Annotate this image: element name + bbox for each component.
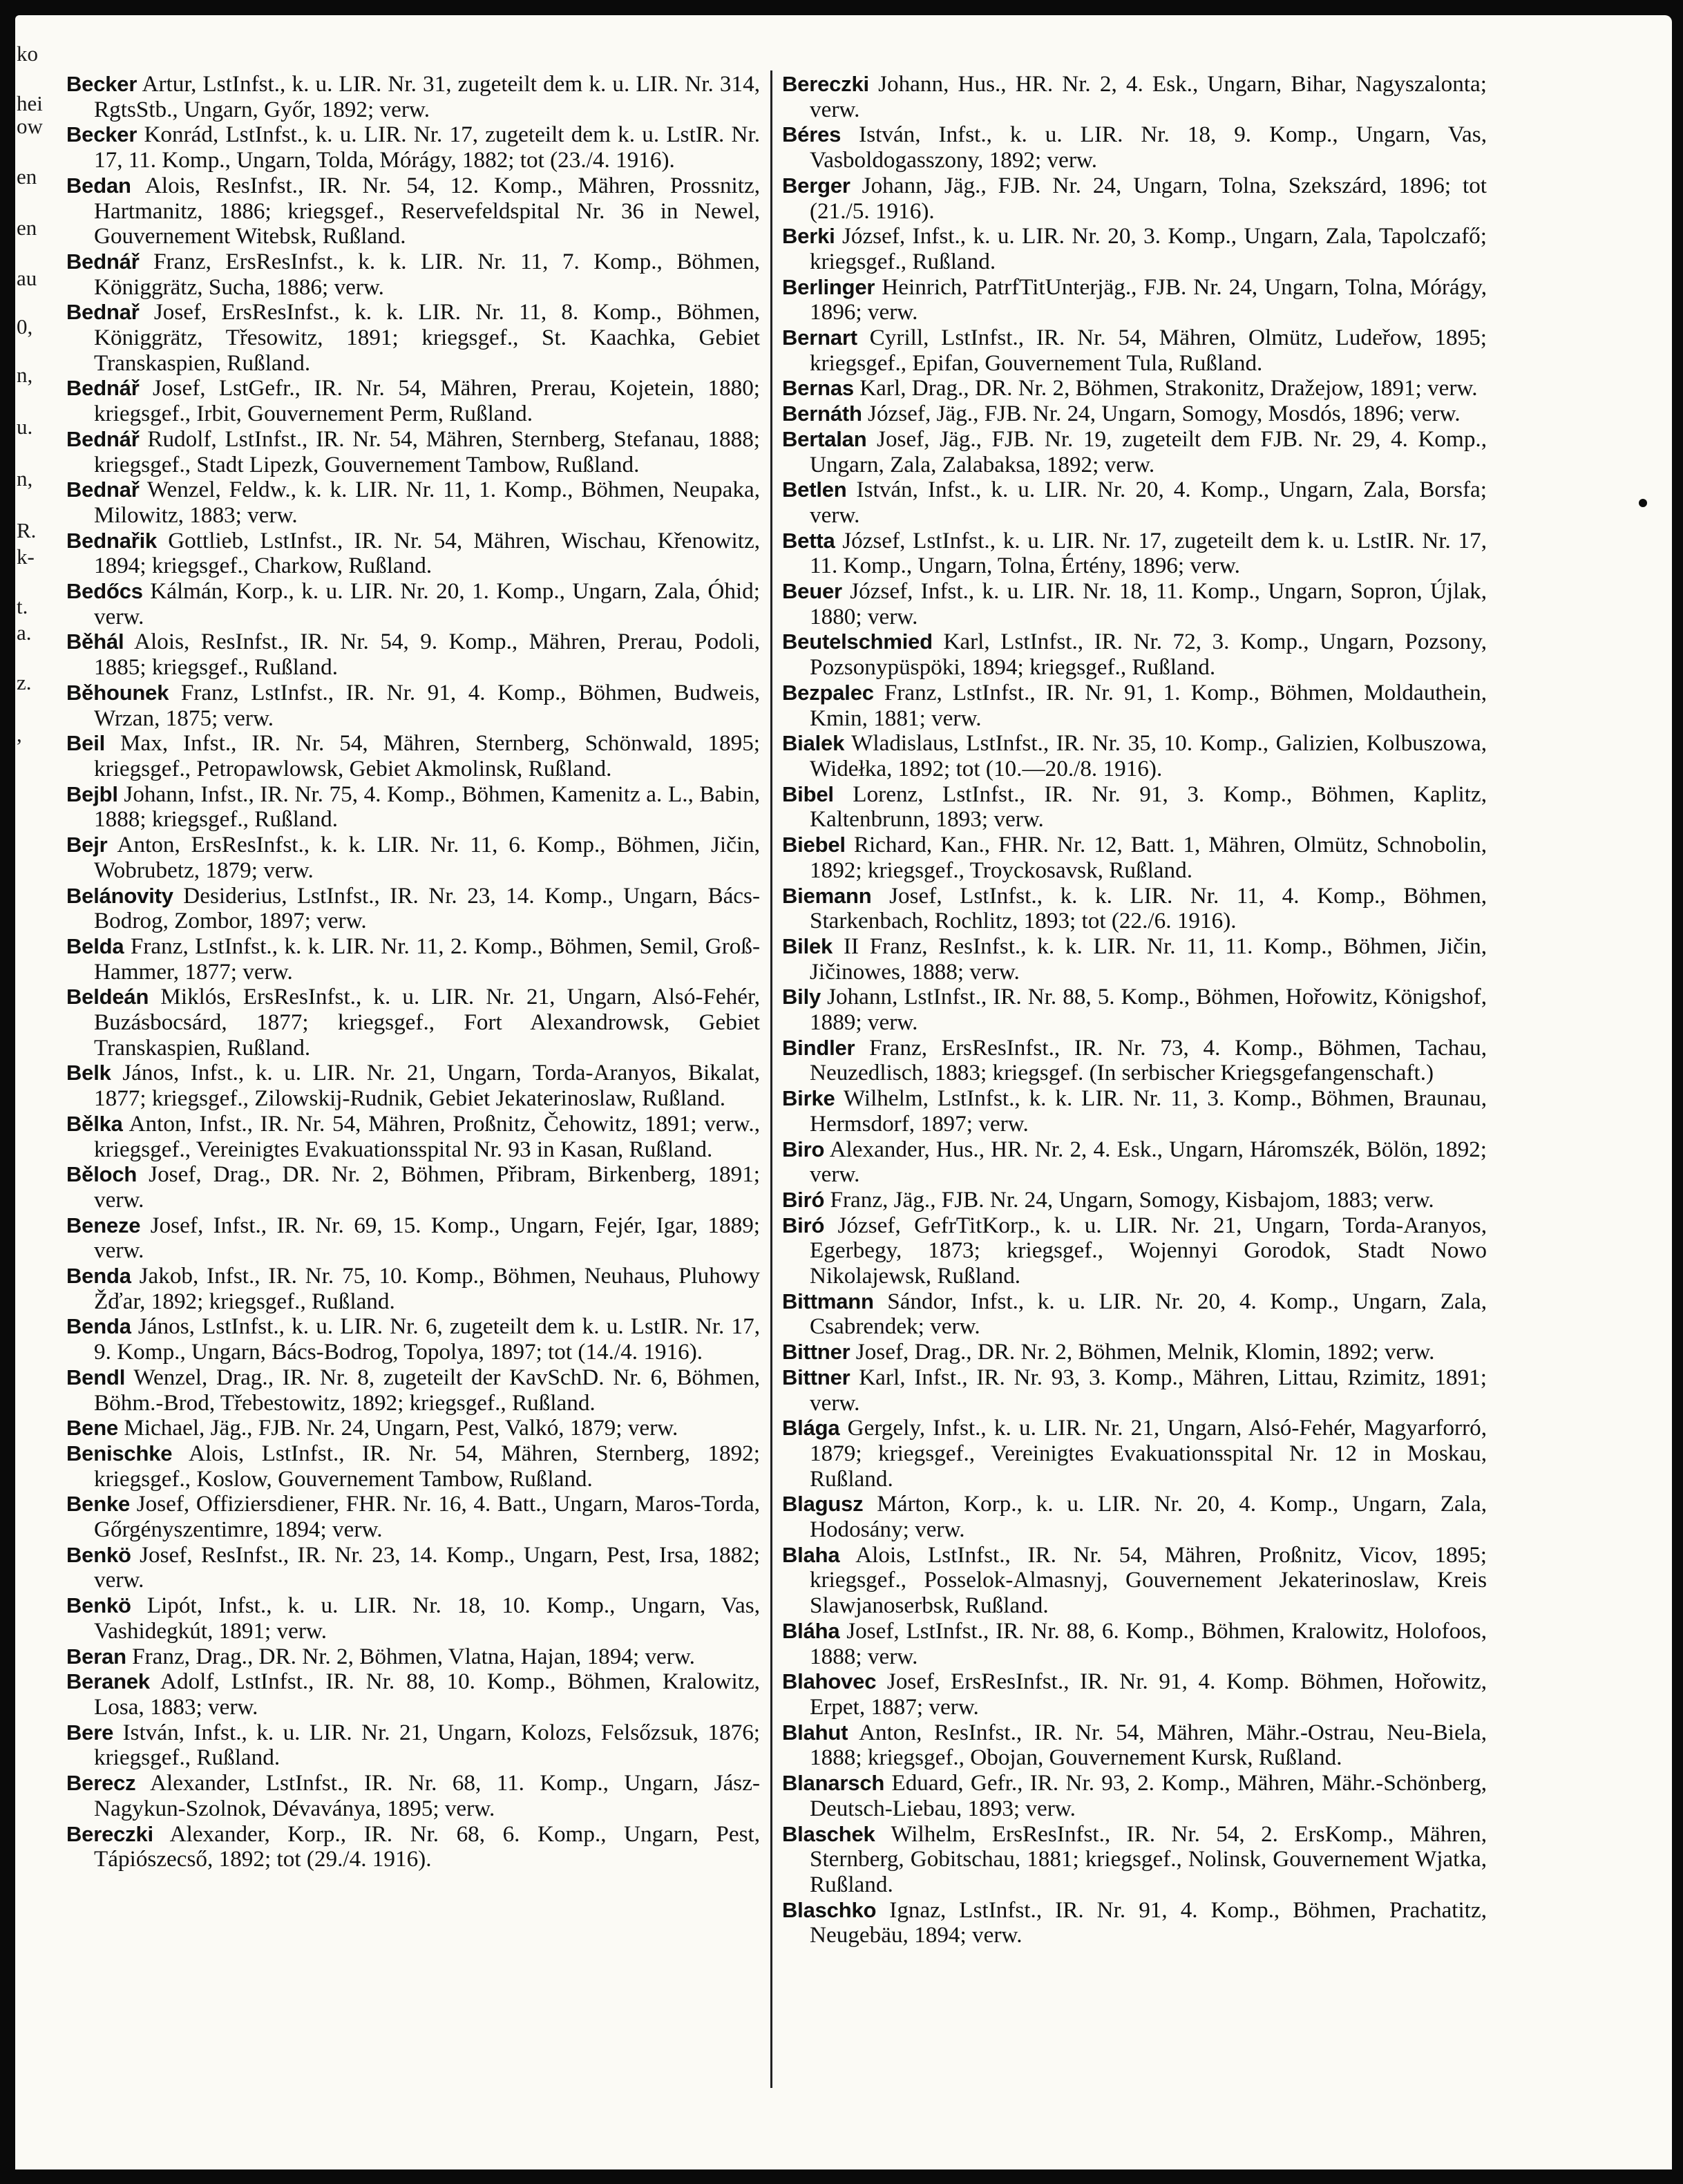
entry-surname: Bere bbox=[66, 1720, 114, 1745]
list-entry bbox=[66, 782, 760, 833]
entry-surname: Běhál bbox=[66, 629, 124, 654]
entry-details: Franz, LstInfst., IR. Nr. 91, 1. Komp., Böhmen, Moldauthein, Kmin, 1881; verw. bbox=[810, 679, 1487, 731]
list-entry bbox=[66, 249, 760, 300]
entry-details: Wilhelm, ErsResInfst., IR. Nr. 54, 2. ErsKomp., Mähren, Sternberg, Gobitschau, 1881; kriegsgef., Nolinsk, Gouvernement Wjatka, Rußland. bbox=[810, 1821, 1487, 1897]
entry-surname: Bialek bbox=[782, 731, 845, 756]
entry-details: István, Infst., k. u. LIR. Nr. 21, Ungarn, Kolozs, Felsőzsuk, 1876; kriegsgef., Rußland. bbox=[94, 1719, 761, 1771]
entry-surname: Bednář bbox=[66, 426, 140, 451]
entry-details: János, Infst., k. u. LIR. Nr. 21, Ungarn, Torda-Aranyos, Bikalat, 1877; kriegsgef., Zilowskij-Rudnik, Gebiet Jekaterinoslaw, Rußland. bbox=[94, 1060, 761, 1112]
entry-surname: Bereczki bbox=[66, 1821, 153, 1846]
margin-fragment: au bbox=[17, 266, 37, 290]
entry-details: Anton, Infst., IR. Nr. 54, Mähren, Proßnitz, Čehowitz, 1891; verw., kriegsgef., Vereinigtes Evakuationsspital Nr. 93 in Kasan, Rußland. bbox=[94, 1110, 760, 1162]
entry-surname: Bilek bbox=[782, 933, 833, 958]
list-entry bbox=[782, 1213, 1487, 1289]
entry-surname: Becker bbox=[66, 122, 137, 147]
list-entry bbox=[66, 1162, 760, 1213]
margin-fragment: en bbox=[17, 216, 37, 240]
entry-surname: Beuer bbox=[782, 579, 842, 604]
entry-details: József, Infst., k. u. LIR. Nr. 20, 3. Komp., Ungarn, Zala, Tapolczafő; kriegsgef., Rußland. bbox=[810, 223, 1487, 274]
entry-surname: Bezpalec bbox=[782, 680, 874, 705]
entry-surname: Bednař bbox=[66, 300, 140, 325]
entry-details: Márton, Korp., k. u. LIR. Nr. 20, 4. Komp., Ungarn, Zala, Hodosány; verw. bbox=[810, 1491, 1487, 1543]
list-entry bbox=[782, 681, 1487, 731]
entry-details: Anton, ErsResInfst., k. k. LIR. Nr. 11, 6. Komp., Böhmen, Jičin, Wobrubetz, 1879; verw. bbox=[94, 832, 760, 883]
entry-surname: Berlinger bbox=[782, 274, 875, 299]
entry-details: Josef, Jäg., FJB. Nr. 19, zugeteilt dem FJB. Nr. 29, 4. Komp., Ungarn, Zala, Zalabaksa, 1892; verw. bbox=[810, 426, 1487, 477]
entry-surname: Blaha bbox=[782, 1542, 840, 1567]
list-entry bbox=[782, 731, 1487, 781]
list-entry bbox=[782, 1289, 1487, 1340]
list-entry bbox=[782, 629, 1487, 680]
list-entry bbox=[66, 985, 760, 1061]
entry-details: Kálmán, Korp., k. u. LIR. Nr. 20, 1. Komp., Ungarn, Zala, Óhid; verw. bbox=[94, 578, 760, 629]
entry-surname: Beneze bbox=[66, 1213, 141, 1237]
list-entry bbox=[782, 579, 1487, 629]
entry-details: Eduard, Gefr., IR. Nr. 93, 2. Komp., Mähren, Mähr.-Schönberg, Deutsch-Liebau, 1893; verw. bbox=[810, 1770, 1487, 1821]
margin-fragment: z. bbox=[17, 670, 32, 694]
entry-surname: Benda bbox=[66, 1314, 131, 1339]
entry-details: Josef, ErsResInfst., IR. Nr. 91, 4. Komp. Böhmen, Hořowitz, Erpet, 1887; verw. bbox=[810, 1669, 1487, 1720]
entry-surname: Biró bbox=[782, 1213, 825, 1237]
entry-details: Richard, Kan., FHR. Nr. 12, Batt. 1, Mähren, Olmütz, Schnobolin, 1892; kriegsgef., Troyckosavsk, Rußland. bbox=[810, 832, 1487, 883]
entry-surname: Bejbl bbox=[66, 781, 118, 806]
entry-surname: Bednář bbox=[66, 376, 140, 401]
list-entry bbox=[66, 629, 760, 680]
entry-details: Josef, Infst., IR. Nr. 69, 15. Komp., Ungarn, Fejér, Igar, 1889; verw. bbox=[94, 1212, 761, 1264]
margin-fragment: t. bbox=[17, 594, 28, 618]
entry-details: Franz, LstInfst., k. k. LIR. Nr. 11, 2. Komp., Böhmen, Semil, Groß-Hammer, 1877; verw. bbox=[94, 933, 760, 985]
list-entry bbox=[782, 1137, 1487, 1188]
entry-details: Adolf, LstInfst., IR. Nr. 88, 10. Komp., Böhmen, Kralowitz, Losa, 1883; verw. bbox=[94, 1669, 760, 1720]
list-entry bbox=[66, 1416, 760, 1441]
entry-surname: Bedan bbox=[66, 173, 131, 198]
list-entry bbox=[782, 401, 1487, 427]
entry-details: Wenzel, Drag., IR. Nr. 8, zugeteilt der KavSchD. Nr. 6, Böhmen, Böhm.-Brod, Třebestowitz, 1892; kriegsgef., Rußland. bbox=[94, 1364, 760, 1416]
entry-details: Alexander, LstInfst., IR. Nr. 68, 11. Komp., Ungarn, Jász-Nagykun-Szolnok, Dévaványa, 1895; verw. bbox=[94, 1770, 761, 1821]
entry-details: Michael, Jäg., FJB. Nr. 24, Ungarn, Pest, Valkó, 1879; verw. bbox=[124, 1415, 678, 1441]
margin-fragment: 0, bbox=[17, 314, 33, 339]
entry-surname: Blahut bbox=[782, 1720, 848, 1745]
list-entry bbox=[66, 1112, 760, 1162]
entry-surname: Bendl bbox=[66, 1365, 126, 1389]
right-column bbox=[782, 72, 1487, 1948]
entry-details: József, GefrTitKorp., k. u. LIR. Nr. 21, Ungarn, Torda-Aranyos, Egerbegy, 1873; kriegsgef., Wojennyi Gorodok, Stadt Nowo Nikolajewsk, Rußland. bbox=[810, 1212, 1487, 1289]
entry-details: Artur, LstInfst., k. u. LIR. Nr. 31, zugeteilt dem k. u. LIR. Nr. 314, RgtsStb., Ungarn, Győr, 1892; verw. bbox=[94, 71, 760, 122]
entry-surname: Bittner bbox=[782, 1340, 850, 1365]
entry-details: Wenzel, Feldw., k. k. LIR. Nr. 11, 1. Komp., Böhmen, Neupaka, Milowitz, 1883; verw. bbox=[94, 477, 760, 528]
list-entry bbox=[66, 1822, 760, 1872]
list-entry bbox=[66, 376, 760, 426]
list-entry bbox=[782, 72, 1487, 122]
list-entry bbox=[66, 1264, 760, 1314]
entry-surname: Bernáth bbox=[782, 401, 862, 426]
entry-details: II Franz, ResInfst., k. k. LIR. Nr. 11, 11. Komp., Böhmen, Jičin, Jičinowes, 1888; verw. bbox=[810, 933, 1487, 985]
list-entry bbox=[66, 681, 760, 731]
entry-surname: Blaschek bbox=[782, 1821, 875, 1846]
entry-surname: Benkö bbox=[66, 1593, 131, 1618]
entry-surname: Beutelschmied bbox=[782, 629, 933, 654]
list-entry bbox=[66, 1771, 760, 1821]
entry-surname: Blagusz bbox=[782, 1492, 864, 1517]
entry-details: Alois, ResInfst., IR. Nr. 54, 12. Komp., Mähren, Prossnitz, Hartmanitz, 1886; kriegsgef., Reservefeldspital Nr. 36 in Newel, Gouvernement Witebsk, Rußland. bbox=[94, 172, 761, 249]
entry-details: Josef, LstGefr., IR. Nr. 54, Mähren, Prerau, Kojetein, 1880; kriegsgef., Irbit, Gouvernement Perm, Rußland. bbox=[94, 375, 761, 427]
entry-surname: Beil bbox=[66, 731, 106, 756]
list-entry bbox=[782, 1619, 1487, 1669]
entry-details: Josef, ErsResInfst., k. k. LIR. Nr. 11, 8. Komp., Böhmen, Königgrätz, Třesowitz, 1891; kriegsgef., St. Kaachka, Gebiet Transkaspien, Rußland. bbox=[94, 299, 761, 376]
entry-surname: Běhounek bbox=[66, 680, 169, 705]
list-entry bbox=[66, 1441, 760, 1492]
entry-surname: Beldeán bbox=[66, 985, 149, 1009]
entry-details: József, Infst., k. u. LIR. Nr. 18, 11. Komp., Ungarn, Sopron, Újlak, 1880; verw. bbox=[810, 578, 1487, 629]
entry-details: József, LstInfst., k. u. LIR. Nr. 17, zugeteilt dem k. u. LstIR. Nr. 17, 11. Komp., Ungarn, Tolna, Értény, 1896; verw. bbox=[810, 527, 1487, 579]
list-entry bbox=[66, 1720, 760, 1771]
list-entry bbox=[782, 985, 1487, 1035]
entry-details: Franz, ErsResInfst., IR. Nr. 73, 4. Komp., Böhmen, Tachau, Neuzedlisch, 1883; kriegsgef. (In serbischer Kriegsgefangenschaft.) bbox=[810, 1034, 1487, 1086]
entry-details: Jakob, Infst., IR. Nr. 75, 10. Komp., Böhmen, Neuhaus, Pluhowy Žďar, 1892; kriegsgef., Rußland. bbox=[94, 1263, 760, 1314]
entry-surname: Bednář bbox=[66, 249, 140, 274]
entry-details: Gottlieb, LstInfst., IR. Nr. 54, Mähren, Wischau, Křenowitz, 1894; kriegsgef., Charkow, Rußland. bbox=[94, 527, 760, 579]
entry-surname: Benda bbox=[66, 1264, 131, 1289]
list-entry bbox=[782, 173, 1487, 224]
entry-details: Franz, ErsResInfst., k. k. LIR. Nr. 11, 7. Komp., Böhmen, Königgrätz, Sucha, 1886; verw. bbox=[94, 248, 761, 300]
margin-fragment: n, bbox=[17, 363, 33, 387]
entry-details: Franz, LstInfst., IR. Nr. 91, 4. Komp., Böhmen, Budweis, Wrzan, 1875; verw. bbox=[94, 679, 760, 731]
entry-details: Karl, LstInfst., IR. Nr. 72, 3. Komp., Ungarn, Pozsony, Pozsonypüspöki, 1894; kriegsgef., Rußland. bbox=[810, 629, 1487, 681]
list-entry bbox=[782, 376, 1487, 401]
margin-fragment: ko bbox=[17, 41, 38, 66]
list-entry bbox=[66, 1543, 760, 1593]
entry-surname: Belda bbox=[66, 933, 124, 958]
entry-surname: Bertalan bbox=[782, 426, 867, 451]
entry-surname: Betlen bbox=[782, 477, 847, 502]
entry-surname: Bittmann bbox=[782, 1289, 874, 1313]
list-entry bbox=[782, 325, 1487, 376]
list-entry bbox=[66, 1593, 760, 1644]
entry-surname: Belánovity bbox=[66, 883, 173, 908]
entry-surname: Birke bbox=[782, 1086, 835, 1111]
entry-surname: Bibel bbox=[782, 781, 834, 806]
entry-details: István, Infst., k. u. LIR. Nr. 18, 9. Komp., Ungarn, Vas, Vasboldogasszony, 1892; verw. bbox=[810, 122, 1487, 173]
entry-surname: Biemann bbox=[782, 883, 872, 908]
entry-surname: Bittner bbox=[782, 1365, 850, 1389]
list-entry bbox=[782, 1492, 1487, 1542]
entry-details: Johann, Infst., IR. Nr. 75, 4. Komp., Böhmen, Kamenitz a. L., Babin, 1888; kriegsgef., Rußland. bbox=[94, 781, 760, 833]
entry-details: Johann, Hus., HR. Nr. 2, 4. Esk., Ungarn, Bihar, Nagyszalonta; verw. bbox=[810, 71, 1487, 122]
entry-surname: Benkö bbox=[66, 1542, 131, 1567]
entry-details: Josef, ResInfst., IR. Nr. 23, 14. Komp., Ungarn, Pest, Irsa, 1882; verw. bbox=[94, 1541, 760, 1593]
entry-surname: Béres bbox=[782, 122, 842, 147]
margin-fragment: hei bbox=[17, 91, 43, 115]
entry-details: Heinrich, PatrfTitUnterjäg., FJB. Nr. 24, Ungarn, Tolna, Mórágy, 1896; verw. bbox=[810, 274, 1487, 325]
list-entry bbox=[782, 477, 1487, 528]
list-entry bbox=[782, 884, 1487, 934]
margin-fragment: ow bbox=[17, 114, 43, 138]
margin-fragment: , bbox=[17, 722, 22, 746]
left-column bbox=[66, 72, 760, 1872]
margin-fragment: R. bbox=[17, 518, 37, 542]
list-entry bbox=[782, 122, 1487, 173]
entry-surname: Bernart bbox=[782, 325, 857, 350]
entry-details: Cyrill, LstInfst., IR. Nr. 54, Mähren, Olmütz, Ludeřow, 1895; kriegsgef., Epifan, Gouvernement Tula, Rußland. bbox=[810, 325, 1487, 376]
margin-fragment: u. bbox=[17, 415, 33, 439]
list-entry bbox=[66, 731, 760, 781]
entry-details: Josef, LstInfst., IR. Nr. 88, 6. Komp., Böhmen, Kralowitz, Holofoos, 1888; verw. bbox=[810, 1617, 1487, 1669]
list-entry bbox=[782, 934, 1487, 985]
entry-details: Alexander, Korp., IR. Nr. 68, 6. Komp., Ungarn, Pest, Tápiószecső, 1892; tot (29./4. 1916). bbox=[94, 1821, 760, 1872]
list-entry bbox=[66, 300, 760, 376]
list-entry bbox=[782, 1669, 1487, 1720]
list-entry bbox=[66, 833, 760, 883]
entry-surname: Becker bbox=[66, 72, 137, 96]
entry-surname: Bednařik bbox=[66, 528, 158, 553]
entry-details: Ignaz, LstInfst., IR. Nr. 91, 4. Komp., Böhmen, Prachatitz, Neugebäu, 1894; verw. bbox=[810, 1897, 1487, 1948]
entry-surname: Berger bbox=[782, 173, 850, 198]
entry-details: Alois, LstInfst., IR. Nr. 54, Mähren, Sternberg, 1892; kriegsgef., Koslow, Gouvernement Tambow, Rußland. bbox=[94, 1440, 760, 1492]
entry-details: Wladislaus, LstInfst., IR. Nr. 35, 10. Komp., Galizien, Kolbuszowa, Widełka, 1892; tot (10.—20./8. 1916). bbox=[810, 730, 1487, 781]
entry-surname: Benke bbox=[66, 1492, 131, 1517]
entry-surname: Bělka bbox=[66, 1111, 123, 1136]
list-entry bbox=[782, 782, 1487, 833]
entry-details: István, Infst., k. u. LIR. Nr. 20, 4. Komp., Ungarn, Zala, Borsfa; verw. bbox=[810, 477, 1487, 528]
list-entry bbox=[66, 173, 760, 249]
margin-fragment: a. bbox=[17, 620, 32, 645]
entry-details: Karl, Drag., DR. Nr. 2, Böhmen, Strakonitz, Dražejow, 1891; verw. bbox=[859, 375, 1478, 401]
list-entry bbox=[782, 1898, 1487, 1948]
entry-surname: Bereczki bbox=[782, 72, 869, 96]
entry-details: Gergely, Infst., k. u. LIR. Nr. 21, Ungarn, Alsó-Fehér, Magyarforró, 1879; kriegsgef., Vereinigtes Evakuationsspital Nr. 12 in Moskau, Rußland. bbox=[810, 1415, 1487, 1492]
entry-surname: Bene bbox=[66, 1416, 119, 1441]
list-entry bbox=[66, 1314, 760, 1365]
entry-details: Alexander, Hus., HR. Nr. 2, 4. Esk., Ungarn, Háromszék, Bölön, 1892; verw. bbox=[810, 1136, 1487, 1188]
list-entry bbox=[782, 1036, 1487, 1086]
entry-surname: Blaschko bbox=[782, 1897, 877, 1922]
list-entry bbox=[66, 934, 760, 985]
entry-details: Lorenz, LstInfst., IR. Nr. 91, 3. Komp., Böhmen, Kaplitz, Kaltenbrunn, 1893; verw. bbox=[810, 781, 1487, 833]
entry-surname: Bindler bbox=[782, 1035, 855, 1060]
entry-surname: Biro bbox=[782, 1137, 825, 1161]
entry-surname: Bláha bbox=[782, 1618, 840, 1643]
entry-details: Josef, LstInfst., k. k. LIR. Nr. 11, 4. Komp., Böhmen, Starkenbach, Rochlitz, 1893; tot (22./6. 1916). bbox=[810, 882, 1487, 934]
list-entry bbox=[66, 1669, 760, 1720]
entry-surname: Bedőcs bbox=[66, 579, 143, 604]
list-entry bbox=[66, 884, 760, 934]
list-entry bbox=[782, 224, 1487, 274]
entry-details: Lipót, Infst., k. u. LIR. Nr. 18, 10. Komp., Ungarn, Vas, Vashidegkút, 1891; verw. bbox=[94, 1593, 761, 1644]
list-entry bbox=[782, 1543, 1487, 1619]
entry-details: Anton, ResInfst., IR. Nr. 54, Mähren, Mähr.-Ostrau, Neu-Biela, 1888; kriegsgef., Obojan, Gouvernement Kursk, Rußland. bbox=[810, 1719, 1487, 1771]
list-entry bbox=[66, 529, 760, 579]
list-entry bbox=[782, 1416, 1487, 1492]
entry-surname: Bily bbox=[782, 985, 821, 1009]
list-entry bbox=[66, 477, 760, 528]
list-entry bbox=[66, 1061, 760, 1111]
entry-surname: Bernas bbox=[782, 376, 854, 401]
ink-speck bbox=[1639, 499, 1647, 507]
list-entry bbox=[66, 1365, 760, 1416]
list-entry bbox=[782, 1086, 1487, 1137]
list-entry bbox=[782, 275, 1487, 325]
entry-surname: Beranek bbox=[66, 1669, 150, 1694]
entry-details: Alois, ResInfst., IR. Nr. 54, 9. Komp., Mähren, Prerau, Podoli, 1885; kriegsgef., Rußland. bbox=[94, 629, 760, 681]
entry-details: Miklós, ErsResInfst., k. u. LIR. Nr. 21, Ungarn, Alsó-Fehér, Buzásbocsárd, 1877; kriegsgef., Fort Alexandrowsk, Gebiet Transkaspien, Rußland. bbox=[94, 984, 761, 1061]
list-entry bbox=[782, 1340, 1487, 1365]
entry-surname: Běloch bbox=[66, 1162, 137, 1187]
list-entry bbox=[782, 1720, 1487, 1771]
list-entry bbox=[66, 579, 760, 629]
entry-details: Johann, LstInfst., IR. Nr. 88, 5. Komp., Böhmen, Hořowitz, Königshof, 1889; verw. bbox=[810, 984, 1487, 1036]
list-entry bbox=[782, 1771, 1487, 1821]
entry-surname: Belk bbox=[66, 1061, 111, 1085]
entry-details: Franz, Jäg., FJB. Nr. 24, Ungarn, Somogy, Kisbajom, 1883; verw. bbox=[830, 1186, 1434, 1213]
entry-surname: Betta bbox=[782, 528, 835, 553]
list-entry bbox=[66, 427, 760, 477]
list-entry bbox=[782, 833, 1487, 883]
entry-details: Karl, Infst., IR. Nr. 93, 3. Komp., Mähren, Littau, Rzimitz, 1891; verw. bbox=[810, 1364, 1487, 1416]
list-entry bbox=[66, 1492, 760, 1542]
entry-surname: Berki bbox=[782, 224, 835, 249]
entry-details: Desiderius, LstInfst., IR. Nr. 23, 14. Komp., Ungarn, Bács-Bodrog, Zombor, 1897; verw. bbox=[94, 882, 761, 934]
list-entry bbox=[782, 427, 1487, 477]
list-entry bbox=[782, 1822, 1487, 1898]
entry-details: Franz, Drag., DR. Nr. 2, Böhmen, Vlatna, Hajan, 1894; verw. bbox=[132, 1643, 695, 1669]
list-entry bbox=[66, 1644, 760, 1670]
list-entry bbox=[782, 1188, 1487, 1213]
entry-details: Konrád, LstInfst., k. u. LIR. Nr. 17, zugeteilt dem k. u. LstIR. Nr. 17, 11. Komp., Ungarn, Tolda, Mórágy, 1882; tot (23./4. 1916). bbox=[94, 122, 760, 173]
list-entry bbox=[66, 72, 760, 122]
entry-details: Sándor, Infst., k. u. LIR. Nr. 20, 4. Komp., Ungarn, Zala, Csabrendek; verw. bbox=[810, 1288, 1487, 1340]
entry-surname: Bejr bbox=[66, 833, 108, 857]
entry-details: Josef, Drag., DR. Nr. 2, Böhmen, Melnik, Klomin, 1892; verw. bbox=[855, 1339, 1435, 1365]
list-entry bbox=[782, 1365, 1487, 1416]
previous-page-margin bbox=[15, 43, 48, 803]
entry-details: Johann, Jäg., FJB. Nr. 24, Ungarn, Tolna, Szekszárd, 1896; tot (21./5. 1916). bbox=[810, 172, 1487, 224]
entry-details: Josef, Offiziersdiener, FHR. Nr. 16, 4. Batt., Ungarn, Maros-Torda, Gőrgényszentimre, 1894; verw. bbox=[94, 1491, 761, 1543]
entry-details: József, Jäg., FJB. Nr. 24, Ungarn, Somogy, Mosdós, 1896; verw. bbox=[868, 401, 1461, 427]
entry-details: Wilhelm, LstInfst., k. k. LIR. Nr. 11, 3. Komp., Böhmen, Braunau, Hermsdorf, 1897; verw. bbox=[810, 1085, 1487, 1137]
entry-details: Alois, LstInfst., IR. Nr. 54, Mähren, Proßnitz, Vicov, 1895; kriegsgef., Posselok-Almasnyj, Gouvernement Jekaterinoslaw, Kreis Slawjanoserbsk, Rußland. bbox=[810, 1541, 1487, 1619]
entry-surname: Blahovec bbox=[782, 1669, 877, 1694]
margin-fragment: k- bbox=[17, 544, 35, 569]
entry-surname: Berecz bbox=[66, 1771, 136, 1796]
list-entry bbox=[66, 1213, 760, 1264]
entry-surname: Biró bbox=[782, 1187, 825, 1212]
entry-surname: Blága bbox=[782, 1416, 840, 1441]
entry-surname: Blanarsch bbox=[782, 1771, 885, 1796]
entry-surname: Bednař bbox=[66, 477, 140, 502]
entry-details: Rudolf, LstInfst., IR. Nr. 54, Mähren, Sternberg, Stefanau, 1888; kriegsgef., Stadt Lipezk, Gouvernement Tambow, Rußland. bbox=[94, 426, 761, 477]
list-entry bbox=[782, 529, 1487, 579]
entry-surname: Biebel bbox=[782, 833, 846, 857]
column-divider bbox=[770, 70, 772, 2088]
entry-details: Max, Infst., IR. Nr. 54, Mähren, Sternberg, Schönwald, 1895; kriegsgef., Petropawlowsk, Gebiet Akmolinsk, Rußland. bbox=[94, 730, 761, 781]
entry-details: Josef, Drag., DR. Nr. 2, Böhmen, Přibram, Birkenberg, 1891; verw. bbox=[94, 1161, 761, 1213]
margin-fragment: n, bbox=[17, 466, 33, 491]
entry-surname: Benischke bbox=[66, 1441, 173, 1465]
entry-surname: Beran bbox=[66, 1644, 126, 1669]
document-page bbox=[15, 15, 1672, 2169]
margin-fragment: en bbox=[17, 164, 37, 189]
list-entry bbox=[66, 122, 760, 173]
entry-details: János, LstInfst., k. u. LIR. Nr. 6, zugeteilt dem k. u. LstIR. Nr. 17, 9. Komp., Ungarn, Bács-Bodrog, Topolya, 1897; tot (14./4. 1916). bbox=[94, 1313, 760, 1365]
